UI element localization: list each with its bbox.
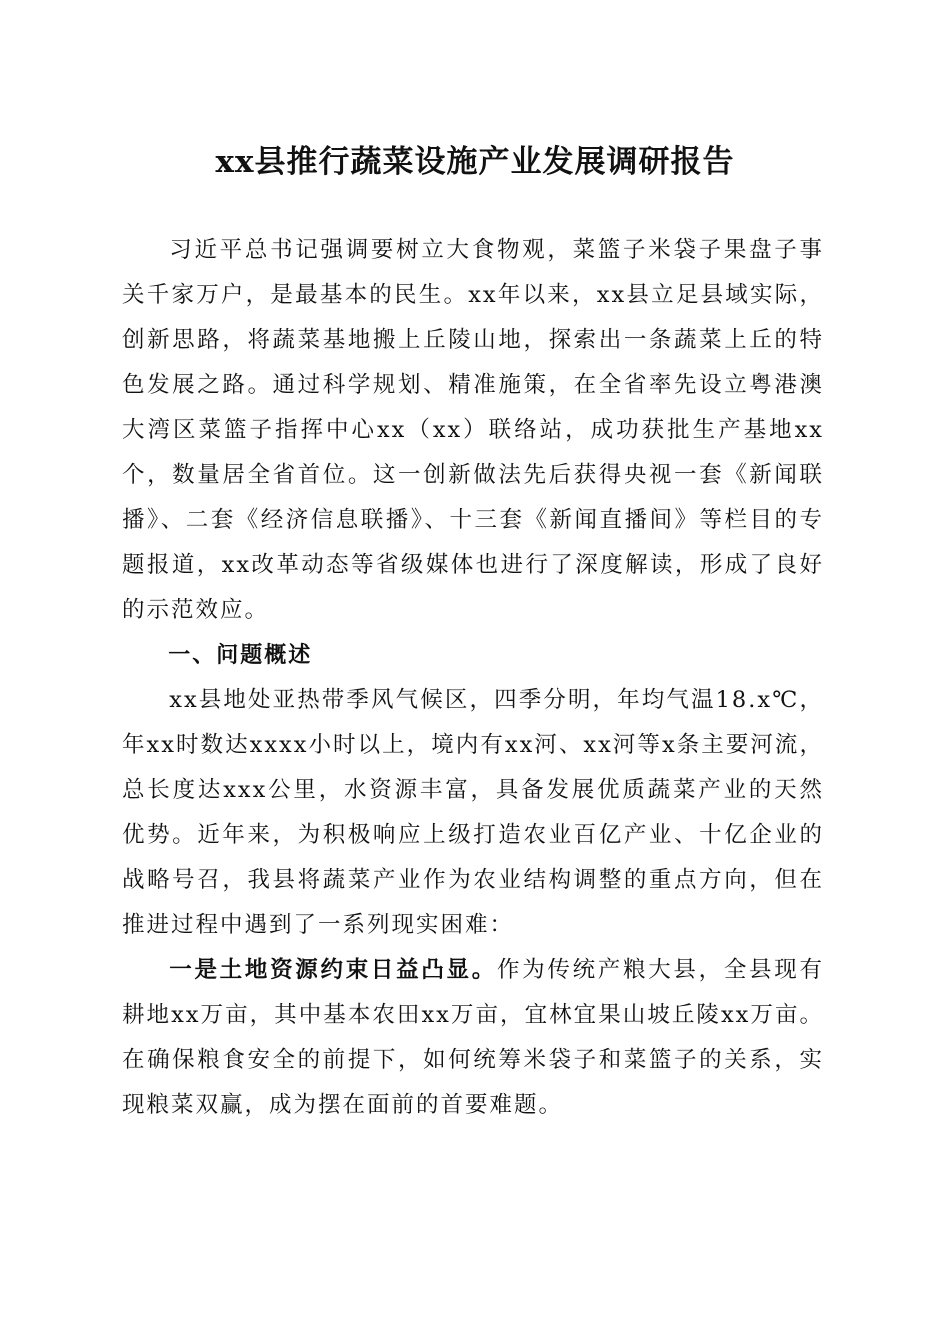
section1-paragraph-1: xx县地处亚热带季风气候区，四季分明，年均气温18.x℃，年xx时数达xxxx小时以上，境内有xx河、xx河等x条主要河流，总长度达xxx公里，水资源丰富，具备发展优质蔬菜产业的天然优势。近年来，为积极响应上级打造农业百亿产业、十亿企业的战略号召，我县将蔬菜产业作为农业结构调整的重点方向，但在推进过程中遇到了一系列现实困难： <box>122 687 824 938</box>
section1-paragraph-2-text: 作为传统产粮大县，全县现有耕地xx万亩，其中基本农田xx万亩，宜林宜果山坡丘陵xx万亩。在确保粮食安全的前提下，如何统筹米袋子和菜篮子的关系，实现粮菜双赢，成为摆在面前的首要难题。 <box>122 957 824 1118</box>
section-heading-problem-overview: 一、问题概述 <box>168 643 313 668</box>
document-body <box>122 228 824 1128</box>
document-title: xx县推行蔬菜设施产业发展调研报告 <box>215 144 735 180</box>
section1-paragraph-2-lead: 一是土地资源约束日益凸显。 <box>169 957 497 983</box>
section1-paragraph-2 <box>122 948 824 1128</box>
intro-paragraph: 习近平总书记强调要树立大食物观，菜篮子米袋子果盘子事关千家万户，是最基本的民生。xx年以来，xx县立足县域实际，创新思路，将蔬菜基地搬上丘陵山地，探索出一条蔬菜上丘的特色发展之路。通过科学规划、精准施策，在全省率先设立粤港澳大湾区菜篮子指挥中心xx（xx）联络站，成功获批生产基地xx个，数量居全省首位。这一创新做法先后获得央视一套《新闻联播》、二套《经济信息联播》、十三套《新闻直播间》等栏目的专题报道，xx改革动态等省级媒体也进行了深度解读，形成了良好的示范效应。 <box>122 237 824 623</box>
